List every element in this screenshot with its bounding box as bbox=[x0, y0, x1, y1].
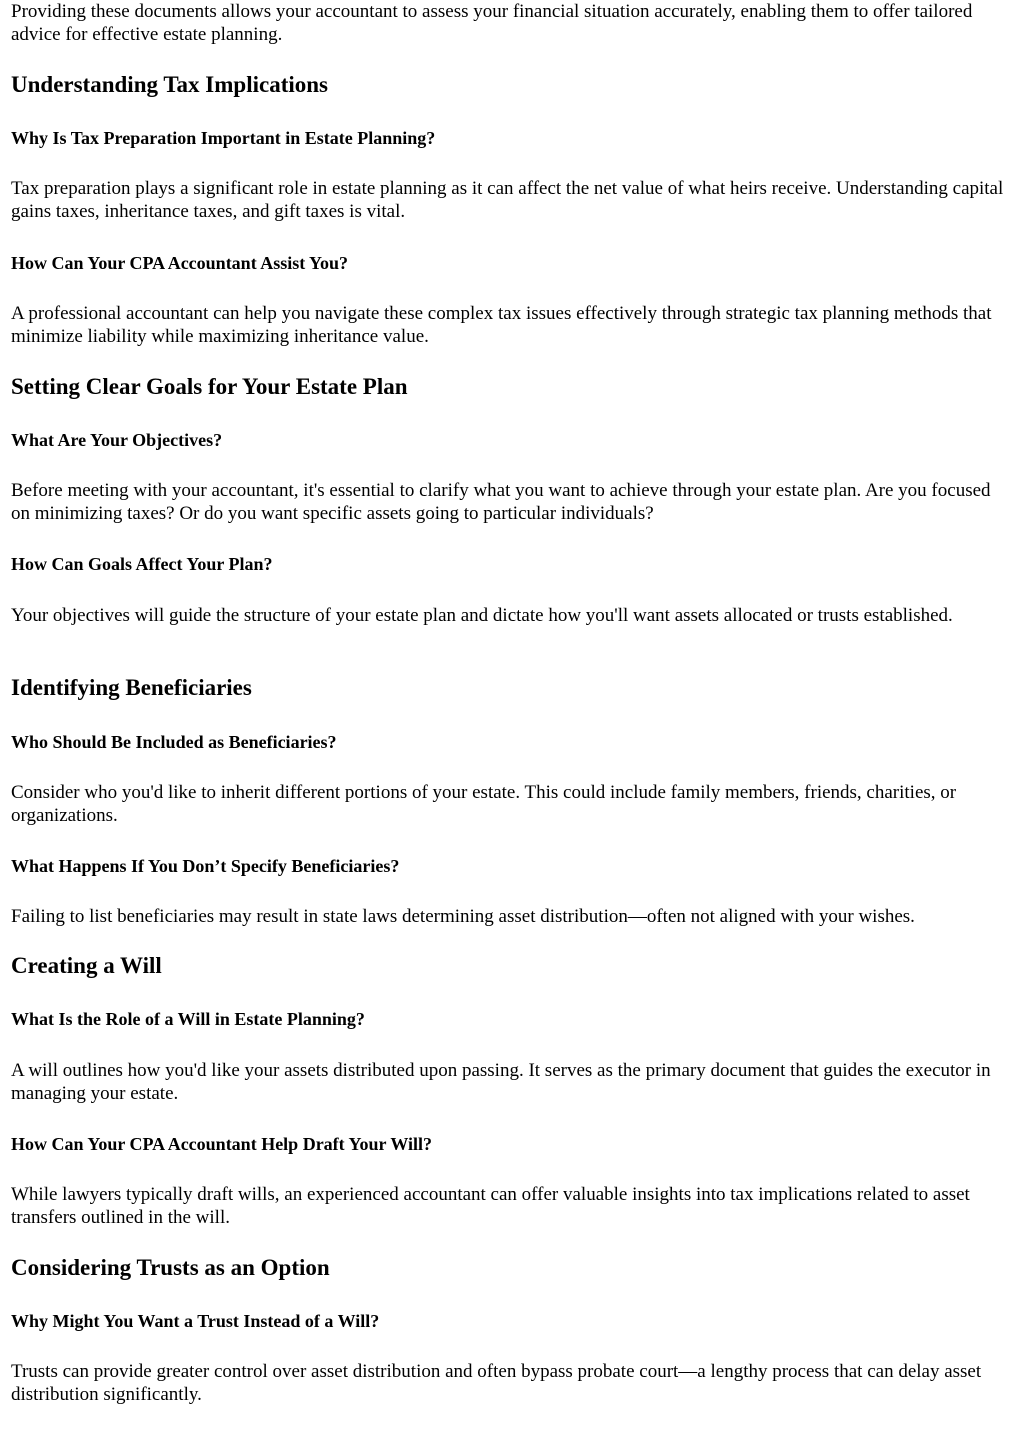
subsection-heading-trust-vs-will: Why Might You Want a Trust Instead of a Will? bbox=[11, 1311, 380, 1331]
subsection-heading-tax-preparation: Why Is Tax Preparation Important in Estate Planning? bbox=[11, 128, 436, 148]
paragraph-tax-preparation: Tax preparation plays a significant role in estate planning as it can affect the net value of what heirs receive. Understanding capital gains taxes, inheritance taxes, and gift taxes is vital. bbox=[11, 178, 1004, 222]
paragraph-who-beneficiaries: Consider who you'd like to inherit different portions of your estate. This could include family members, friends, charities, or organizations. bbox=[11, 782, 957, 826]
paragraph-role-of-will: A will outlines how you'd like your assets distributed upon passing. It serves as the primary document that guides the executor in managing your estate. bbox=[11, 1060, 991, 1104]
subsection-heading-role-of-will: What Is the Role of a Will in Estate Planning? bbox=[11, 1009, 365, 1029]
subsection-heading-cpa-assist: How Can Your CPA Accountant Assist You? bbox=[11, 253, 349, 273]
paragraph-trust-vs-will: Trusts can provide greater control over asset distribution and often bypass probate court—a lengthy process that can delay asset distribution significantly. bbox=[11, 1361, 982, 1405]
section-heading-trusts: Considering Trusts as an Option bbox=[11, 1255, 330, 1280]
paragraph-goals-affect: Your objectives will guide the structure of your estate plan and dictate how you'll want assets allocated or trusts established. bbox=[11, 605, 953, 626]
paragraph-no-beneficiaries: Failing to list beneficiaries may result in state laws determining asset distribution—often not aligned with your wishes. bbox=[11, 906, 915, 927]
subsection-heading-draft-will: How Can Your CPA Accountant Help Draft Your Will? bbox=[11, 1134, 433, 1154]
section-heading-tax-implications: Understanding Tax Implications bbox=[11, 72, 328, 97]
paragraph-objectives: Before meeting with your accountant, it's essential to clarify what you want to achieve through your estate plan. Are you focused on minimizing taxes? Or do you want specific assets going to particular individuals? bbox=[11, 480, 991, 524]
paragraph-cpa-assist: A professional accountant can help you navigate these complex tax issues effectively through strategic tax planning methods that minimize liability while maximizing inheritance value. bbox=[11, 303, 992, 347]
subsection-heading-who-beneficiaries: Who Should Be Included as Beneficiaries? bbox=[11, 732, 337, 752]
intro-paragraph: Providing these documents allows your accountant to assess your financial situation accurately, enabling them to offer tailored advice for effective estate planning. bbox=[11, 1, 973, 45]
paragraph-draft-will: While lawyers typically draft wills, an experienced accountant can offer valuable insights into tax implications related to asset transfers outlined in the will. bbox=[11, 1184, 970, 1228]
section-heading-beneficiaries: Identifying Beneficiaries bbox=[11, 675, 252, 700]
section-heading-clear-goals: Setting Clear Goals for Your Estate Plan bbox=[11, 374, 408, 399]
section-heading-creating-will: Creating a Will bbox=[11, 953, 162, 978]
subsection-heading-objectives: What Are Your Objectives? bbox=[11, 430, 223, 450]
subsection-heading-no-beneficiaries: What Happens If You Don’t Specify Beneficiaries? bbox=[11, 856, 400, 876]
subsection-heading-goals-affect: How Can Goals Affect Your Plan? bbox=[11, 554, 273, 574]
